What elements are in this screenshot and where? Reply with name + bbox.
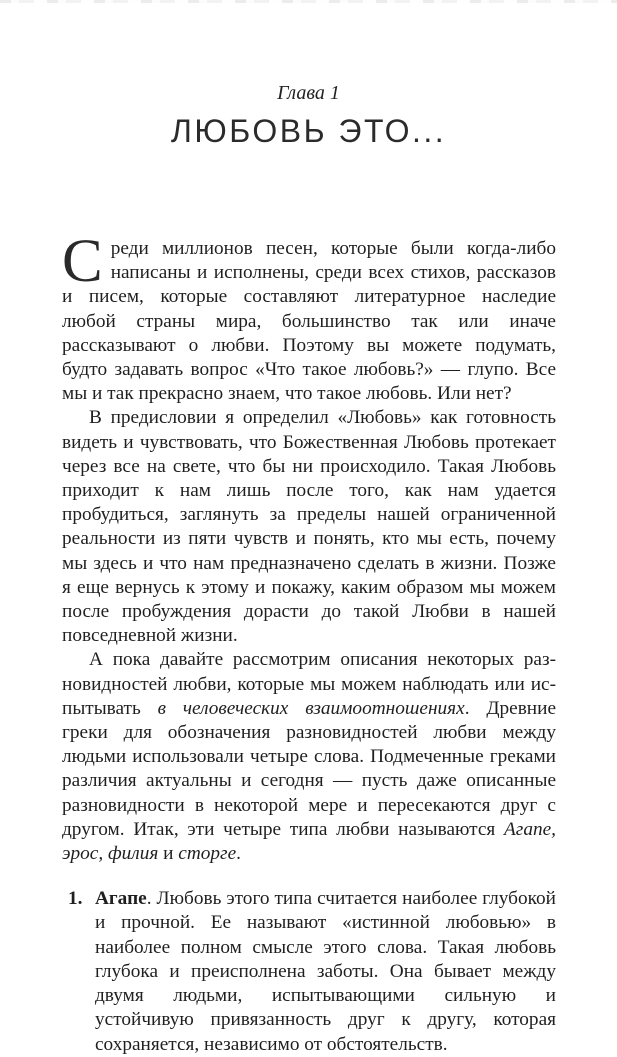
- paragraph-intro-text: реди миллионов песен, которые были когда-либо написаны и исполнены, среди всех стихов, рассказов и писем, которые составляют литературное наследие любой страны мира, большинство так или иначе рассказывают о любви. Поэтому вы можете подумать, будто задавать вопрос «Что такое любовь?» — глупо. Все мы и так прекрасно знаем, что такое любовь. Или нет?: [62, 238, 556, 405]
- paragraph-definition: В предисловии я определил «Любовь» как готовность видеть и чувствовать, что Божественная Любовь протекает через все на свете, что бы ни происходило. Такая Любовь приходит к нам лишь после того, как нам удается пробудиться, заглянуть за пределы нашей ограниченной реальности из пяти чувств и понять, кто мы есть, почему мы здесь и что нам предназначено сделать в жизни. Позже я еще вернусь к этому и покажу, каким образом мы можем после пробуждения дорасти до такой Любви в нашей повседневной жизни.: [62, 407, 556, 647]
- drop-cap: С: [62, 228, 103, 295]
- chapter-label: Глава 1: [277, 82, 340, 104]
- chapter-title: ЛЮБОВЬ ЭТО...: [170, 113, 447, 149]
- paragraph-greek-types: А пока давайте рассмотрим описания некоторых разновидностей любви, которые мы можем наблюдать или испытывать в человеческих взаимоотношениях. Древние греки для обозначения разновидностей любви между людьми использовали четыре слова. Подмеченные греками различия актуальны и сегодня — пусть даже описанные разновидности в некоторой мере и пересекаются друг с другом. Итак, эти четыре типа любви называются Агапе, эрос, филия и сторге.: [62, 649, 557, 865]
- list-item-agape: [62, 887, 556, 1056]
- paragraph-intro: [62, 228, 556, 406]
- love-types-list: [62, 887, 556, 1056]
- scan-edge-artifact: [0, 0, 617, 3]
- list-item-number: 1.: [68, 888, 83, 910]
- list-item-text: Агапе. Любовь этого типа считается наиболее глубокой и прочной. Ее называют «истинной любовью» в наиболее полном смысле этого слова. Такая любовь глубока и преисполнена заботы. Она бывает между двумя людьми, испытывающими сильную и устойчивую привязанность друг к другу, которая сохраняется, независимо от обстоятельств.: [95, 888, 556, 1055]
- body-text: [62, 228, 557, 1057]
